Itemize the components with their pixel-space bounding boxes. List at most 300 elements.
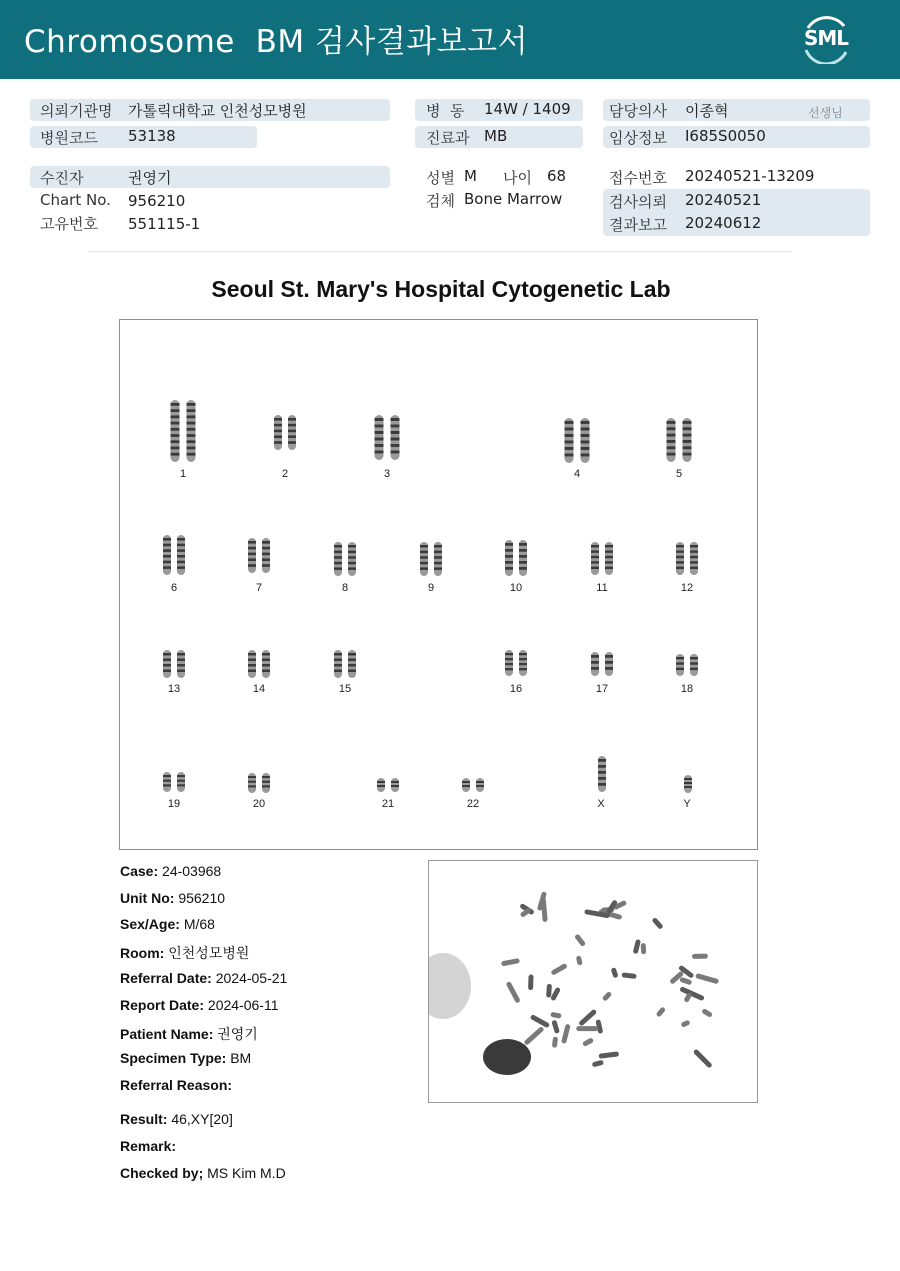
chromosome-5 — [667, 418, 692, 480]
chromosome-band — [163, 566, 171, 569]
chromosome-band — [434, 556, 442, 559]
case-line: Case: 24-03968 — [120, 863, 222, 879]
chromosome-label: 17 — [595, 683, 609, 695]
chromosome-band — [676, 662, 684, 664]
chromosome-band — [434, 562, 442, 565]
metaphase-chromosome — [550, 1012, 562, 1019]
specimen-value: Bone Marrow — [464, 190, 563, 208]
unique-value: 551115-1 — [128, 215, 201, 233]
referral-reason-line: Referral Reason: — [120, 1077, 233, 1093]
chromosome-band — [171, 453, 180, 456]
chromosome-band — [676, 545, 684, 547]
report-label: 결과보고 — [609, 216, 667, 234]
chromosome-band — [274, 418, 282, 421]
chromosome-band — [187, 403, 196, 406]
chromosome-band — [288, 418, 296, 421]
chromosome-band — [591, 661, 599, 664]
chromosome-label: 21 — [381, 798, 395, 810]
report-header — [0, 0, 900, 79]
metaphase-chromosome — [633, 939, 641, 954]
chromosome-band — [519, 555, 527, 558]
report-date-line: Report Date: 2024-06-11 — [120, 997, 279, 1013]
chromosome-band — [505, 549, 513, 552]
chromosome-band — [684, 778, 692, 780]
chromosome-band — [274, 430, 282, 433]
sex-value: M — [464, 167, 477, 185]
result-line: Result: 46,XY[20] — [120, 1111, 233, 1127]
chromosome-band — [591, 545, 599, 547]
chromosome-11 — [591, 542, 613, 594]
chromosome-y — [683, 775, 692, 810]
chromosome-band — [667, 453, 676, 456]
chromosome-band — [348, 653, 356, 655]
chromosome-band — [434, 551, 442, 554]
metaphase-chromosome — [551, 1020, 560, 1034]
metaphase-chromosome — [550, 987, 561, 1002]
metaphase-chromosome — [582, 1037, 594, 1047]
age-value: 68 — [547, 167, 567, 185]
chromosome-band — [683, 440, 692, 443]
metaphase-image-panel — [428, 860, 758, 1103]
chromosome-band — [334, 545, 342, 548]
chromosome-band — [505, 555, 513, 558]
chromosome-band — [591, 550, 599, 552]
chromosome-band — [163, 659, 171, 661]
clinical-label: 임상정보 — [609, 129, 667, 147]
lab-title: Seoul St. Mary's Hospital Cytogenetic Lab — [211, 276, 671, 302]
chromosome-band — [187, 440, 196, 443]
chromosome-band — [375, 444, 384, 447]
chromosome-band — [348, 556, 356, 559]
sml-logo — [800, 14, 852, 64]
doctor-label: 담당의사 — [609, 102, 667, 120]
chromosome-label: 14 — [252, 683, 266, 695]
chromosome-21 — [377, 778, 399, 810]
metaphase-chromosome — [528, 974, 534, 990]
chromosome-band — [598, 777, 606, 780]
chromosome-band — [434, 567, 442, 570]
chromosome-band — [505, 658, 513, 660]
request-label: 검사의뢰 — [609, 193, 667, 211]
chromosome-16 — [505, 650, 527, 695]
chromosome-band — [476, 781, 484, 783]
ward-value: 14W / 1409 — [484, 100, 571, 118]
chromosome-band — [667, 440, 676, 443]
metaphase-chromosome — [621, 972, 636, 979]
chromosome-band — [177, 555, 185, 558]
metaphase-image — [429, 861, 757, 1102]
chromosome-3 — [375, 415, 400, 480]
chromosome-band — [177, 544, 185, 547]
chromosome-6 — [163, 535, 185, 594]
chromosome-band — [248, 776, 256, 778]
chromosome-band — [248, 547, 256, 550]
institution-label: 의뢰기관명 — [40, 102, 113, 120]
chromosome-band — [248, 564, 256, 567]
checked-line: Checked by; MS Kim M.D — [120, 1165, 286, 1181]
karyogram-panel — [119, 319, 758, 850]
chromosome-band — [177, 670, 185, 672]
chromosome-band — [391, 418, 400, 421]
chromosome-band — [348, 659, 356, 661]
dark-nucleus — [483, 1039, 531, 1075]
chromosome-label: 12 — [680, 582, 694, 594]
chromosome-19 — [163, 772, 185, 810]
chromosome-band — [262, 547, 270, 550]
chromosome-band — [348, 567, 356, 570]
chromosome-band — [177, 659, 185, 661]
chromosome-band — [476, 785, 484, 787]
chromosome-band — [348, 551, 356, 554]
chromosome-band — [391, 451, 400, 454]
chromosome-label: 11 — [596, 582, 608, 594]
chromosome-band — [375, 431, 384, 434]
chromosome-17 — [591, 652, 613, 695]
chromosome-band — [519, 658, 527, 660]
chromosome-band — [375, 451, 384, 454]
chromosome-band — [177, 784, 185, 786]
chromosome-band — [581, 447, 590, 450]
chromosome-label: 16 — [509, 683, 523, 695]
chromosome-label: 1 — [179, 468, 187, 480]
chromosome-label: 4 — [573, 468, 581, 480]
chromosome-label: 15 — [338, 683, 352, 695]
chromosome-band — [163, 549, 171, 552]
department-label: 진료과 — [426, 129, 470, 147]
chromosome-band — [248, 558, 256, 561]
chromosome-band — [505, 561, 513, 564]
chromosome-band — [591, 556, 599, 558]
chromosome-band — [581, 454, 590, 457]
chromosome-band — [683, 421, 692, 424]
divider — [88, 251, 792, 252]
chromosome-band — [348, 545, 356, 548]
chromosome-band — [262, 564, 270, 567]
chromosome-band — [187, 434, 196, 437]
chromosome-13 — [163, 650, 185, 695]
chromosome-band — [605, 556, 613, 558]
chromosome-band — [683, 427, 692, 430]
chromosome-band — [163, 555, 171, 558]
chromosome-band — [248, 553, 256, 556]
reception-value: 20240521-13209 — [685, 167, 815, 185]
doctor-value: 이종혁 — [685, 102, 729, 120]
chromosome-band — [262, 670, 270, 672]
metaphase-chromosome — [523, 1026, 544, 1046]
doctor-suffix: 선생님 — [808, 106, 843, 120]
chromosome-band — [420, 551, 428, 554]
chromosome-band — [163, 544, 171, 547]
chromosome-band — [519, 549, 527, 552]
chromosome-band — [391, 781, 399, 783]
chromosome-band — [591, 567, 599, 569]
chromosome-label: 6 — [170, 582, 178, 594]
chromosome-band — [519, 668, 527, 670]
report-value: 20240612 — [685, 214, 762, 232]
chromosome-2 — [274, 415, 296, 480]
chromosome-band — [598, 765, 606, 768]
chromosome-band — [171, 440, 180, 443]
specimen-type-line: Specimen Type: BM — [120, 1050, 252, 1066]
chromosome-band — [177, 549, 185, 552]
chromosome-band — [334, 664, 342, 666]
metaphase-chromosome — [592, 1060, 604, 1068]
chromosome-label: 7 — [255, 582, 263, 594]
chromosome-band — [391, 785, 399, 787]
chromosome-band — [187, 447, 196, 450]
chromosome-label: Y — [683, 798, 691, 810]
chromosome-band — [262, 553, 270, 556]
chromosome-band — [375, 438, 384, 441]
metaphase-chromosome — [598, 1051, 619, 1058]
chromosome-band — [684, 782, 692, 784]
chromosome-band — [377, 785, 385, 787]
institution-value: 가톨릭대학교 인천성모병원 — [128, 102, 307, 120]
chromosome-band — [519, 543, 527, 546]
chromosome-band — [676, 556, 684, 558]
chromosome-band — [248, 664, 256, 666]
chromosome-band — [348, 670, 356, 672]
metaphase-chromosome — [693, 1049, 713, 1069]
chromosome-band — [334, 670, 342, 672]
metaphase-chromosome — [602, 991, 613, 1002]
chromosome-band — [676, 561, 684, 563]
clinical-value: I685S0050 — [685, 127, 766, 145]
chromosome-band — [676, 550, 684, 552]
chromosome-band — [248, 670, 256, 672]
specimen-label: 검체 — [426, 192, 455, 210]
chromosome-band — [605, 545, 613, 547]
chromosome-band — [262, 781, 270, 783]
chromosome-band — [262, 659, 270, 661]
chromosome-label: 13 — [167, 683, 181, 695]
chromosome-band — [391, 444, 400, 447]
chromosome-band — [177, 775, 185, 777]
chromosome-15 — [334, 650, 356, 695]
chromosome-band — [334, 659, 342, 661]
chromosome-band — [667, 427, 676, 430]
chromosome-x — [597, 756, 606, 810]
chromosome-band — [605, 561, 613, 563]
chromosome-band — [690, 561, 698, 563]
chromosome-band — [683, 453, 692, 456]
ward-label: 병 동 — [426, 102, 465, 120]
chromosome-band — [171, 403, 180, 406]
chromosome-band — [598, 759, 606, 762]
chromosome-band — [420, 545, 428, 548]
metaphase-chromosome — [552, 1036, 558, 1048]
report-title: Chromosome BM 검사결과보고서 — [24, 24, 529, 60]
chromosome-18 — [676, 654, 698, 695]
chromosome-band — [391, 438, 400, 441]
chromosome-band — [591, 561, 599, 563]
chromosome-9 — [420, 542, 442, 594]
chromosome-band — [262, 776, 270, 778]
chromosome-band — [690, 657, 698, 659]
chromosome-band — [177, 780, 185, 782]
reception-label: 접수번호 — [609, 169, 667, 187]
chromosome-band — [505, 653, 513, 655]
chromosome-band — [690, 668, 698, 670]
chromosome-band — [163, 538, 171, 541]
chromosome-band — [288, 424, 296, 427]
metaphase-chromosome — [651, 917, 663, 930]
request-value: 20240521 — [685, 191, 762, 209]
karyogram-image — [120, 320, 757, 849]
chromosome-band — [565, 428, 574, 431]
chromosome-band — [676, 567, 684, 569]
chromosome-band — [683, 434, 692, 437]
metaphase-chromosome — [679, 986, 705, 1001]
chromosome-band — [171, 428, 180, 431]
metaphase-chromosome — [578, 1009, 597, 1027]
metaphase-chromosome — [641, 943, 647, 954]
chromosome-label: X — [597, 798, 605, 810]
chromosome-band — [591, 655, 599, 658]
chromosome-band — [163, 670, 171, 672]
chromosome-band — [690, 567, 698, 569]
chromosome-band — [262, 558, 270, 561]
chromosome-band — [171, 434, 180, 437]
chromosome-band — [605, 550, 613, 552]
chromosome-label: 22 — [466, 798, 480, 810]
chromosome-band — [420, 567, 428, 570]
chromosome-band — [420, 556, 428, 559]
chromosome-band — [163, 664, 171, 666]
metaphase-chromosome — [574, 933, 586, 947]
chromosome-band — [262, 785, 270, 787]
chromosome-label: 2 — [281, 468, 289, 480]
sex-label: 성별 — [426, 169, 455, 187]
chromosome-band — [391, 425, 400, 428]
metaphase-chromosome — [692, 954, 708, 959]
metaphase-chromosome — [501, 958, 520, 966]
metaphase-chromosome — [561, 1024, 571, 1044]
department-value: MB — [484, 127, 508, 145]
chromosome-band — [667, 446, 676, 449]
chromosome-band — [519, 567, 527, 570]
chromosome-band — [420, 562, 428, 565]
patient-name-line: Patient Name: 권영기 — [120, 1026, 258, 1042]
chromosome-band — [163, 784, 171, 786]
chromosome-band — [505, 668, 513, 670]
chromosome-band — [505, 663, 513, 665]
chromosome-band — [581, 428, 590, 431]
chromosome-band — [434, 545, 442, 548]
chromosome-band — [565, 434, 574, 437]
chromosome-band — [163, 775, 171, 777]
chromosome-band — [288, 435, 296, 438]
chromosome-band — [348, 562, 356, 565]
chromosome-band — [163, 561, 171, 564]
metaphase-chromosome — [680, 1020, 690, 1028]
chromosome-14 — [248, 650, 270, 695]
chromosome-band — [605, 567, 613, 569]
chart-value: 956210 — [128, 192, 186, 210]
chromosome-band — [605, 661, 613, 664]
chromosome-label: 8 — [341, 582, 349, 594]
chromosome-label: 3 — [383, 468, 391, 480]
metaphase-chromosome — [550, 963, 567, 976]
room-line: Room: 인천성모병원 — [120, 945, 250, 961]
chromosome-band — [187, 415, 196, 418]
chromosome-band — [262, 653, 270, 655]
chromosome-label: 9 — [427, 582, 435, 594]
chromosome-band — [565, 454, 574, 457]
chromosome-band — [667, 434, 676, 437]
chromosome-band — [248, 659, 256, 661]
chromosome-band — [505, 567, 513, 570]
chromosome-10 — [505, 540, 527, 594]
chromosome-band — [565, 447, 574, 450]
chromosome-12 — [676, 542, 698, 594]
chromosome-band — [348, 664, 356, 666]
chromosome-band — [667, 421, 676, 424]
chromosome-band — [248, 781, 256, 783]
metaphase-chromosome — [656, 1006, 667, 1017]
chromosome-band — [163, 780, 171, 782]
chromosome-band — [690, 556, 698, 558]
chromosome-band — [274, 441, 282, 444]
chromosome-band — [581, 421, 590, 424]
logo-text: SML — [803, 26, 849, 50]
hospital-code-label: 병원코드 — [40, 129, 98, 147]
chromosome-band — [375, 418, 384, 421]
metaphase-chromosome — [695, 973, 719, 984]
age-label: 나이 — [503, 169, 532, 187]
chromosome-band — [598, 771, 606, 774]
metaphase-chromosome — [679, 977, 692, 986]
chromosome-band — [598, 783, 606, 786]
sexage-line: Sex/Age: M/68 — [120, 916, 215, 932]
chromosome-band — [177, 653, 185, 655]
chromosome-band — [565, 441, 574, 444]
chromosome-label: 10 — [509, 582, 523, 594]
unique-label: 고유번호 — [40, 215, 98, 233]
chromosome-band — [605, 655, 613, 658]
chromosome-band — [274, 435, 282, 438]
chromosome-band — [177, 566, 185, 569]
metaphase-chromosome — [701, 1008, 713, 1018]
chromosome-band — [274, 424, 282, 427]
metaphase-chromosome — [506, 981, 521, 1004]
chromosome-1 — [171, 400, 196, 480]
chromosome-band — [248, 785, 256, 787]
chromosome-band — [163, 653, 171, 655]
chromosome-8 — [334, 542, 356, 594]
chromosome-band — [581, 434, 590, 437]
chromosome-band — [187, 422, 196, 425]
chromosome-band — [334, 551, 342, 554]
chart-label: Chart No. — [40, 191, 111, 209]
chromosome-label: 19 — [167, 798, 181, 810]
chromosome-band — [171, 409, 180, 412]
chromosome-band — [690, 550, 698, 552]
chromosome-band — [177, 538, 185, 541]
chromosome-band — [519, 663, 527, 665]
chromosome-band — [334, 556, 342, 559]
chromosome-band — [605, 667, 613, 670]
chromosome-band — [565, 421, 574, 424]
metaphase-chromosome — [576, 955, 583, 965]
chromosome-4 — [565, 418, 590, 480]
chromosome-band — [187, 428, 196, 431]
chromosome-band — [288, 430, 296, 433]
metaphase-chromosome — [576, 1026, 598, 1031]
chromosome-band — [171, 422, 180, 425]
chromosome-band — [676, 668, 684, 670]
chromosome-band — [177, 561, 185, 564]
